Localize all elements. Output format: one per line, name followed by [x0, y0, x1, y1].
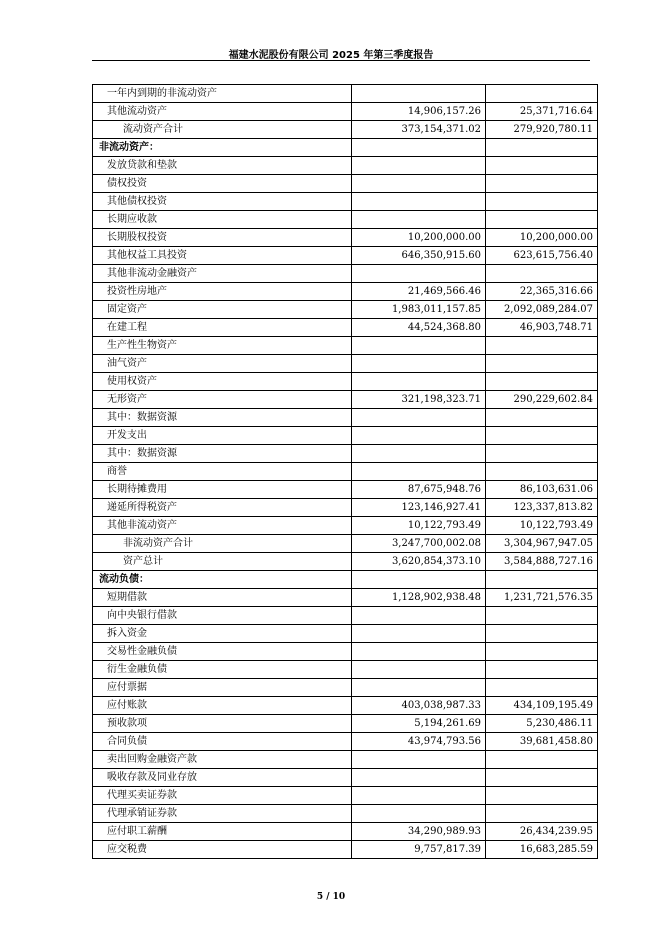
table-row	[93, 427, 598, 445]
table-row	[93, 733, 598, 751]
prior-period-value	[486, 769, 598, 787]
row-label: 长期应收款	[93, 211, 352, 229]
prior-period-value	[486, 607, 598, 625]
prior-period-value	[486, 409, 598, 427]
row-label: 非流动资产：	[93, 139, 352, 157]
current-period-value	[352, 211, 486, 229]
row-label: 交易性金融负债	[93, 643, 352, 661]
prior-period-value: 46,903,748.71	[486, 319, 598, 337]
current-period-value: 34,290,989.93	[352, 823, 486, 841]
prior-period-value: 434,109,195.49	[486, 697, 598, 715]
table-row	[93, 823, 598, 841]
prior-period-value: 39,681,458.80	[486, 733, 598, 751]
prior-period-value: 25,371,716.64	[486, 103, 598, 121]
prior-period-value: 16,683,285.59	[486, 841, 598, 859]
current-period-value	[352, 175, 486, 193]
table-row	[93, 193, 598, 211]
prior-period-value	[486, 211, 598, 229]
table-row	[93, 265, 598, 283]
table-row	[93, 589, 598, 607]
row-label: 预收款项	[93, 715, 352, 733]
current-period-value	[352, 607, 486, 625]
current-period-value: 646,350,915.60	[352, 247, 486, 265]
table-row	[93, 553, 598, 571]
table-row	[93, 661, 598, 679]
prior-period-value	[486, 139, 598, 157]
current-period-value	[352, 409, 486, 427]
table-row	[93, 229, 598, 247]
current-period-value	[352, 337, 486, 355]
row-label: 应付账款	[93, 697, 352, 715]
row-label: 短期借款	[93, 589, 352, 607]
row-label: 资产总计	[93, 553, 352, 571]
row-label: 代理承销证券款	[93, 805, 352, 823]
table-row	[93, 175, 598, 193]
prior-period-value	[486, 787, 598, 805]
row-label: 开发支出	[93, 427, 352, 445]
row-label: 其他债权投资	[93, 193, 352, 211]
row-label: 拆入资金	[93, 625, 352, 643]
current-period-value: 87,675,948.76	[352, 481, 486, 499]
current-period-value	[352, 787, 486, 805]
table-row	[93, 697, 598, 715]
current-period-value: 9,757,817.39	[352, 841, 486, 859]
section-header-row	[93, 571, 598, 589]
prior-period-value	[486, 373, 598, 391]
current-period-value: 43,974,793.56	[352, 733, 486, 751]
current-period-value: 3,247,700,002.08	[352, 535, 486, 553]
table-row	[93, 301, 598, 319]
current-period-value	[352, 769, 486, 787]
current-period-value: 1,983,011,157.85	[352, 301, 486, 319]
row-label: 应交税费	[93, 841, 352, 859]
table-row	[93, 121, 598, 139]
table-row	[93, 283, 598, 301]
row-label: 一年内到期的非流动资产	[93, 85, 352, 103]
current-period-value	[352, 805, 486, 823]
prior-period-value: 86,103,631.06	[486, 481, 598, 499]
prior-period-value: 10,122,793.49	[486, 517, 598, 535]
row-label: 衍生金融负债	[93, 661, 352, 679]
current-period-value	[352, 571, 486, 589]
prior-period-value: 2,092,089,284.07	[486, 301, 598, 319]
row-label: 固定资产	[93, 301, 352, 319]
current-period-value: 403,038,987.33	[352, 697, 486, 715]
current-period-value: 321,198,323.71	[352, 391, 486, 409]
table-row	[93, 391, 598, 409]
table-row	[93, 751, 598, 769]
header-rule	[92, 60, 590, 61]
table-row	[93, 535, 598, 553]
row-label: 使用权资产	[93, 373, 352, 391]
current-period-value: 44,524,368.80	[352, 319, 486, 337]
current-period-value: 373,154,371.02	[352, 121, 486, 139]
row-label: 代理买卖证券款	[93, 787, 352, 805]
current-period-value: 1,128,902,938.48	[352, 589, 486, 607]
prior-period-value	[486, 157, 598, 175]
current-period-value	[352, 427, 486, 445]
prior-period-value	[486, 427, 598, 445]
current-period-value	[352, 679, 486, 697]
current-period-value	[352, 463, 486, 481]
current-period-value	[352, 661, 486, 679]
current-period-value: 5,194,261.69	[352, 715, 486, 733]
table-row	[93, 103, 598, 121]
current-period-value: 10,200,000.00	[352, 229, 486, 247]
table-row	[93, 841, 598, 859]
prior-period-value: 10,200,000.00	[486, 229, 598, 247]
table-row	[93, 211, 598, 229]
table-row	[93, 463, 598, 481]
prior-period-value: 3,304,967,947.05	[486, 535, 598, 553]
table-row	[93, 643, 598, 661]
row-label: 油气资产	[93, 355, 352, 373]
prior-period-value	[486, 625, 598, 643]
prior-period-value	[486, 445, 598, 463]
prior-period-value	[486, 463, 598, 481]
prior-period-value	[486, 805, 598, 823]
row-label: 生产性生物资产	[93, 337, 352, 355]
page-number: 5 / 10	[316, 892, 346, 902]
prior-period-value	[486, 643, 598, 661]
table-row	[93, 607, 598, 625]
current-period-value	[352, 139, 486, 157]
table-row	[93, 373, 598, 391]
prior-period-value: 5,230,486.11	[486, 715, 598, 733]
table-row	[93, 499, 598, 517]
current-period-value: 14,906,157.26	[352, 103, 486, 121]
prior-period-value	[486, 751, 598, 769]
table-row	[93, 355, 598, 373]
row-label: 卖出回购金融资产款	[93, 751, 352, 769]
row-label: 递延所得税资产	[93, 499, 352, 517]
table-row	[93, 445, 598, 463]
current-period-value: 21,469,566.46	[352, 283, 486, 301]
table-row	[93, 805, 598, 823]
table-row	[93, 625, 598, 643]
balance-sheet-table	[92, 84, 598, 859]
row-label: 投资性房地产	[93, 283, 352, 301]
current-period-value	[352, 643, 486, 661]
prior-period-value: 1,231,721,576.35	[486, 589, 598, 607]
row-label: 流动资产合计	[93, 121, 352, 139]
row-label: 吸收存款及同业存放	[93, 769, 352, 787]
row-label: 其他流动资产	[93, 103, 352, 121]
row-label: 长期待摊费用	[93, 481, 352, 499]
current-period-value	[352, 193, 486, 211]
current-period-value	[352, 625, 486, 643]
row-label: 发放贷款和垫款	[93, 157, 352, 175]
row-label: 其他非流动金融资产	[93, 265, 352, 283]
current-period-value	[352, 751, 486, 769]
prior-period-value	[486, 679, 598, 697]
row-label: 其他非流动资产	[93, 517, 352, 535]
table-row	[93, 157, 598, 175]
current-period-value: 3,620,854,373.10	[352, 553, 486, 571]
table-row	[93, 337, 598, 355]
current-period-value	[352, 445, 486, 463]
prior-period-value: 3,584,888,727.16	[486, 553, 598, 571]
row-label: 向中央银行借款	[93, 607, 352, 625]
prior-period-value	[486, 337, 598, 355]
prior-period-value: 123,337,813.82	[486, 499, 598, 517]
current-period-value	[352, 85, 486, 103]
table-row	[93, 769, 598, 787]
row-label: 应付票据	[93, 679, 352, 697]
table-row	[93, 409, 598, 427]
table-row	[93, 787, 598, 805]
prior-period-value: 290,229,602.84	[486, 391, 598, 409]
row-label: 长期股权投资	[93, 229, 352, 247]
table-row	[93, 319, 598, 337]
prior-period-value: 279,920,780.11	[486, 121, 598, 139]
table-row	[93, 481, 598, 499]
prior-period-value	[486, 661, 598, 679]
prior-period-value	[486, 355, 598, 373]
prior-period-value: 26,434,239.95	[486, 823, 598, 841]
section-header-row	[93, 139, 598, 157]
prior-period-value	[486, 571, 598, 589]
prior-period-value: 22,365,316.66	[486, 283, 598, 301]
row-label: 在建工程	[93, 319, 352, 337]
balance-sheet-body	[93, 85, 598, 859]
prior-period-value	[486, 193, 598, 211]
current-period-value	[352, 265, 486, 283]
current-period-value	[352, 355, 486, 373]
row-label: 非流动资产合计	[93, 535, 352, 553]
row-label: 应付职工薪酬	[93, 823, 352, 841]
row-label: 无形资产	[93, 391, 352, 409]
row-label: 债权投资	[93, 175, 352, 193]
table-row	[93, 247, 598, 265]
current-period-value	[352, 157, 486, 175]
prior-period-value	[486, 265, 598, 283]
row-label: 流动负债：	[93, 571, 352, 589]
row-label: 其他权益工具投资	[93, 247, 352, 265]
prior-period-value	[486, 85, 598, 103]
report-header-title: 福建水泥股份有限公司 2025 年第三季度报告	[228, 50, 434, 61]
table-row	[93, 517, 598, 535]
current-period-value: 123,146,927.41	[352, 499, 486, 517]
row-label: 合同负债	[93, 733, 352, 751]
row-label: 其中：数据资源	[93, 445, 352, 463]
current-period-value	[352, 373, 486, 391]
prior-period-value	[486, 175, 598, 193]
table-row	[93, 679, 598, 697]
current-period-value: 10,122,793.49	[352, 517, 486, 535]
row-label: 商誉	[93, 463, 352, 481]
prior-period-value: 623,615,756.40	[486, 247, 598, 265]
table-row	[93, 85, 598, 103]
row-label: 其中：数据资源	[93, 409, 352, 427]
table-row	[93, 715, 598, 733]
